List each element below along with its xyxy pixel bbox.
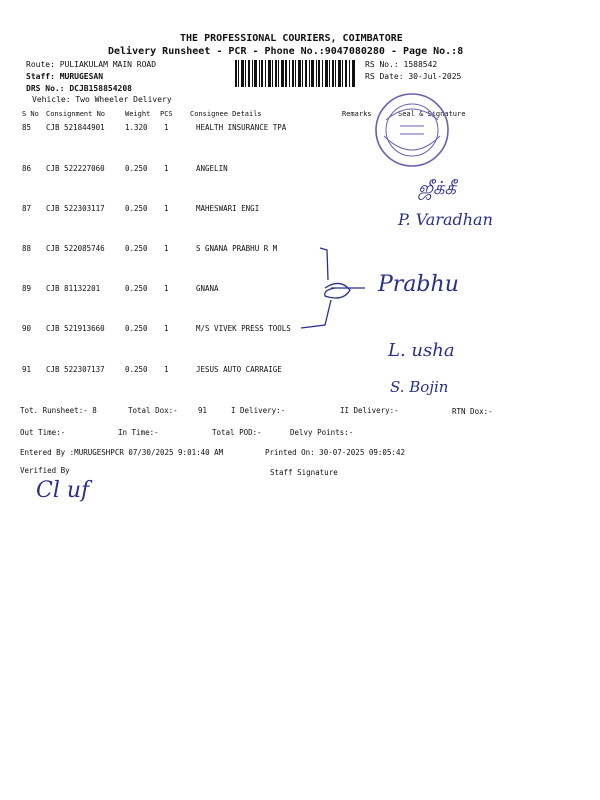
col-seal-signature: Seal & Signature	[398, 110, 466, 118]
signature-row-90: L. usha	[388, 340, 455, 361]
row-consignee: GNANA	[196, 284, 219, 293]
row-consignee: ANGELIN	[196, 164, 228, 173]
row-pcs: 1	[164, 123, 169, 132]
drs-number: DRS No.: DCJB158854208	[26, 84, 132, 93]
col-weight: Weight	[125, 110, 151, 118]
signature-row-89: Prabhu	[378, 272, 459, 297]
row-consignee: HEALTH INSURANCE TPA	[196, 123, 287, 132]
row-pcs: 1	[164, 204, 169, 213]
col-pcs: PCS	[160, 110, 173, 118]
row-sno: 85	[22, 123, 32, 132]
row-pcs: 1	[164, 284, 169, 293]
delvy-points: Delvy Points:-	[290, 428, 354, 437]
printed-on: Printed On: 30-07-2025 09:05:42	[265, 448, 405, 457]
row-weight: 0.250	[125, 324, 148, 333]
row-pcs: 1	[164, 365, 169, 374]
row-consignment: CJB 521913660	[46, 324, 105, 333]
row-weight: 0.250	[125, 244, 148, 253]
signature-row-87-tamil: ஜீக்கீ	[418, 178, 457, 199]
row-pcs: 1	[164, 324, 169, 333]
row-consignment: CJB 522227060	[46, 164, 105, 173]
company-seal-stamp	[372, 90, 452, 170]
total-pod: Total POD:-	[212, 428, 262, 437]
verified-by-label: Verified By	[20, 466, 70, 475]
row-consignment: CJB 522303117	[46, 204, 105, 213]
col-remarks: Remarks	[342, 110, 372, 118]
row-consignment: CJB 521844901	[46, 123, 105, 132]
signature-row-87: P. Varadhan	[398, 210, 493, 229]
row-consignee: MAHESWARI ENGI	[196, 204, 260, 213]
row-consignee: S GNANA PRABHU R M	[196, 244, 278, 253]
col-consignee: Consignee Details	[190, 110, 262, 118]
row-weight: 0.250	[125, 284, 148, 293]
row-sno: 88	[22, 244, 32, 253]
row-sno: 89	[22, 284, 32, 293]
rtn-dox: RTN Dox:-	[452, 407, 493, 416]
entered-by: Entered By :MURUGESHPCR 07/30/2025 9:01:40 AM	[20, 448, 224, 457]
barcode	[235, 60, 355, 87]
row-sno: 90	[22, 324, 32, 333]
in-time: In Time:-	[118, 428, 159, 437]
ii-delivery: II Delivery:-	[340, 406, 399, 415]
staff-label: Staff: MURUGESAN	[26, 72, 104, 81]
row-weight: 0.250	[125, 164, 148, 173]
row-consignment: CJB 522085746	[46, 244, 105, 253]
total-dox-label: Total Dox:-	[128, 406, 178, 415]
rs-number: RS No.: 1588542	[365, 60, 438, 69]
barcode-graphic	[235, 60, 355, 87]
signature-row-91: S. Bojin	[390, 378, 449, 396]
row-weight: 1.320	[125, 123, 148, 132]
row-sno: 87	[22, 204, 32, 213]
vehicle-label: Vehicle: Two Wheeler Delivery	[32, 95, 172, 104]
company-title: THE PROFESSIONAL COURIERS, COIMBATORE	[180, 33, 403, 44]
col-consignment: Consignment No	[46, 110, 106, 118]
route-label: Route: PULIAKULAM MAIN ROAD	[26, 60, 157, 69]
col-sno: S No	[22, 110, 39, 118]
row-consignee: M/S VIVEK PRESS TOOLS	[196, 324, 291, 333]
row-sno: 86	[22, 164, 32, 173]
total-runsheet: Tot. Runsheet:- 8	[20, 406, 97, 415]
row-consignment: CJB 522307137	[46, 365, 105, 374]
row-weight: 0.250	[125, 365, 148, 374]
rs-date: RS Date: 30-Jul-2025	[365, 72, 462, 81]
row-pcs: 1	[164, 244, 169, 253]
row-weight: 0.250	[125, 204, 148, 213]
out-time: Out Time:-	[20, 428, 66, 437]
row-sno: 91	[22, 365, 32, 374]
row-consignment: CJB 81132201	[46, 284, 101, 293]
row-consignee: JESUS AUTO CARRAIGE	[196, 365, 282, 374]
staff-signature-label: Staff Signature	[270, 468, 338, 477]
total-dox-value: 91	[198, 406, 208, 415]
pen-strokes	[295, 240, 415, 340]
verified-signature: Cl uf	[36, 478, 90, 503]
row-pcs: 1	[164, 164, 169, 173]
i-delivery: I Delivery:-	[231, 406, 286, 415]
page-subtitle: Delivery Runsheet - PCR - Phone No.:9047080280 - Page No.:8	[108, 46, 464, 57]
